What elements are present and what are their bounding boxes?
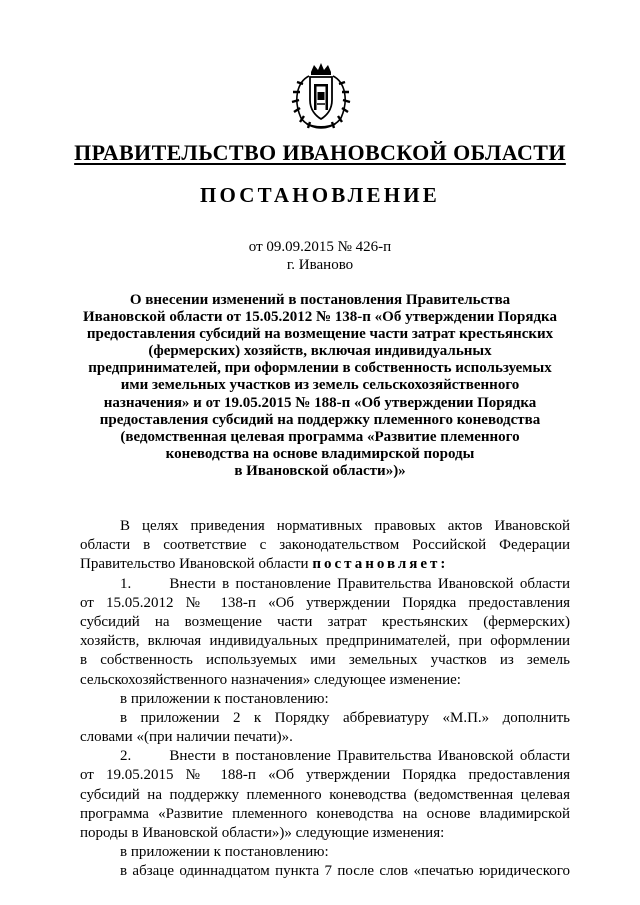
title-line: предоставления субсидий на поддержку племенного коневодства: [99, 411, 541, 428]
coat-of-arms-icon: [289, 62, 353, 130]
decree-word: постановляет:: [312, 556, 449, 573]
title-line: О внесении изменений в постановления Правительства: [129, 292, 511, 308]
item-2-line: программа «Развитие племенного коневодства на основе владимирской: [80, 805, 570, 822]
item-1-line: 1. Внести в постановление Правительства Ивановской области: [120, 575, 570, 592]
item-1-line: в приложении 2 к Порядку аббревиатуру «М.П.» дополнить: [120, 709, 570, 726]
document-body: [80, 517, 570, 882]
item-1-line: словами «(при наличии печати)».: [80, 729, 293, 746]
body-line: В целях приведения нормативных правовых актов Ивановской: [120, 518, 570, 534]
item-2-line: породы в Ивановской области»)» следующие изменения:: [80, 825, 445, 841]
title-line: в Ивановской области»)»: [234, 462, 406, 479]
title-line: Ивановской области от 15.05.2012 № 138-п «Об утверждении Порядка: [83, 309, 557, 326]
coat-of-arms-emblem: [289, 62, 353, 130]
item-1-line: субсидий на возмещение части затрат крестьянских (фермерских): [80, 613, 570, 630]
document-type-heading: ПОСТАНОВЛЕНИЕ: [199, 183, 441, 207]
item-1-line: от 15.05.2012 № 138-п «Об утверждении Порядка предоставления: [80, 594, 570, 611]
item-2-line: в абзаце одиннадцатом пункта 7 после слов «печатью юридического: [120, 863, 570, 880]
city: г. Иваново: [286, 257, 354, 273]
item-2-line: в приложении к постановлению:: [120, 844, 329, 861]
decree-lead-text: Правительство Ивановской области: [80, 556, 309, 573]
title-line: назначения» и от 19.05.2015 № 188-п «Об утверждении Порядка: [103, 394, 537, 411]
body-line-decree: [80, 555, 570, 574]
item-1-line: сельскохозяйственного назначения» следующее изменение:: [80, 671, 461, 688]
title-line: предпринимателей, при оформлении в собственность используемых: [88, 360, 552, 377]
body-line: области в соответствие с законодательством Российской Федерации: [80, 537, 570, 554]
item-1-line: в приложении к постановлению:: [120, 690, 329, 707]
item-1-line: в собственность используемых ими земельных участков из земель: [80, 652, 570, 669]
date-and-place: [0, 238, 640, 274]
title-line: ими земельных участков из земель сельскохозяйственного: [120, 377, 520, 394]
government-heading: ПРАВИТЕЛЬСТВО ИВАНОВСКОЙ ОБЛАСТИ: [74, 140, 566, 165]
title-line: (ведомственная целевая программа «Развитие племенного: [120, 428, 520, 445]
item-1-line: хозяйств, включая индивидуальных предпринимателей, при оформлении: [80, 633, 570, 650]
item-2-line: субсидий на поддержку племенного коневодства (ведомственная целевая: [80, 786, 570, 803]
title-line: предоставления субсидий на возмещение части затрат крестьянских: [86, 326, 554, 343]
title-line: (фермерских) хозяйств, включая индивидуальных: [148, 343, 492, 360]
item-2-line: 2. Внести в постановление Правительства Ивановской области: [120, 748, 570, 765]
date-number: от 09.09.2015 № 426-п: [248, 239, 392, 255]
title-line: коневодства на основе владимирской породы: [165, 445, 475, 462]
document-title: [72, 292, 568, 480]
item-2-line: от 19.05.2015 № 188-п «Об утверждении Порядка предоставления: [80, 767, 570, 784]
